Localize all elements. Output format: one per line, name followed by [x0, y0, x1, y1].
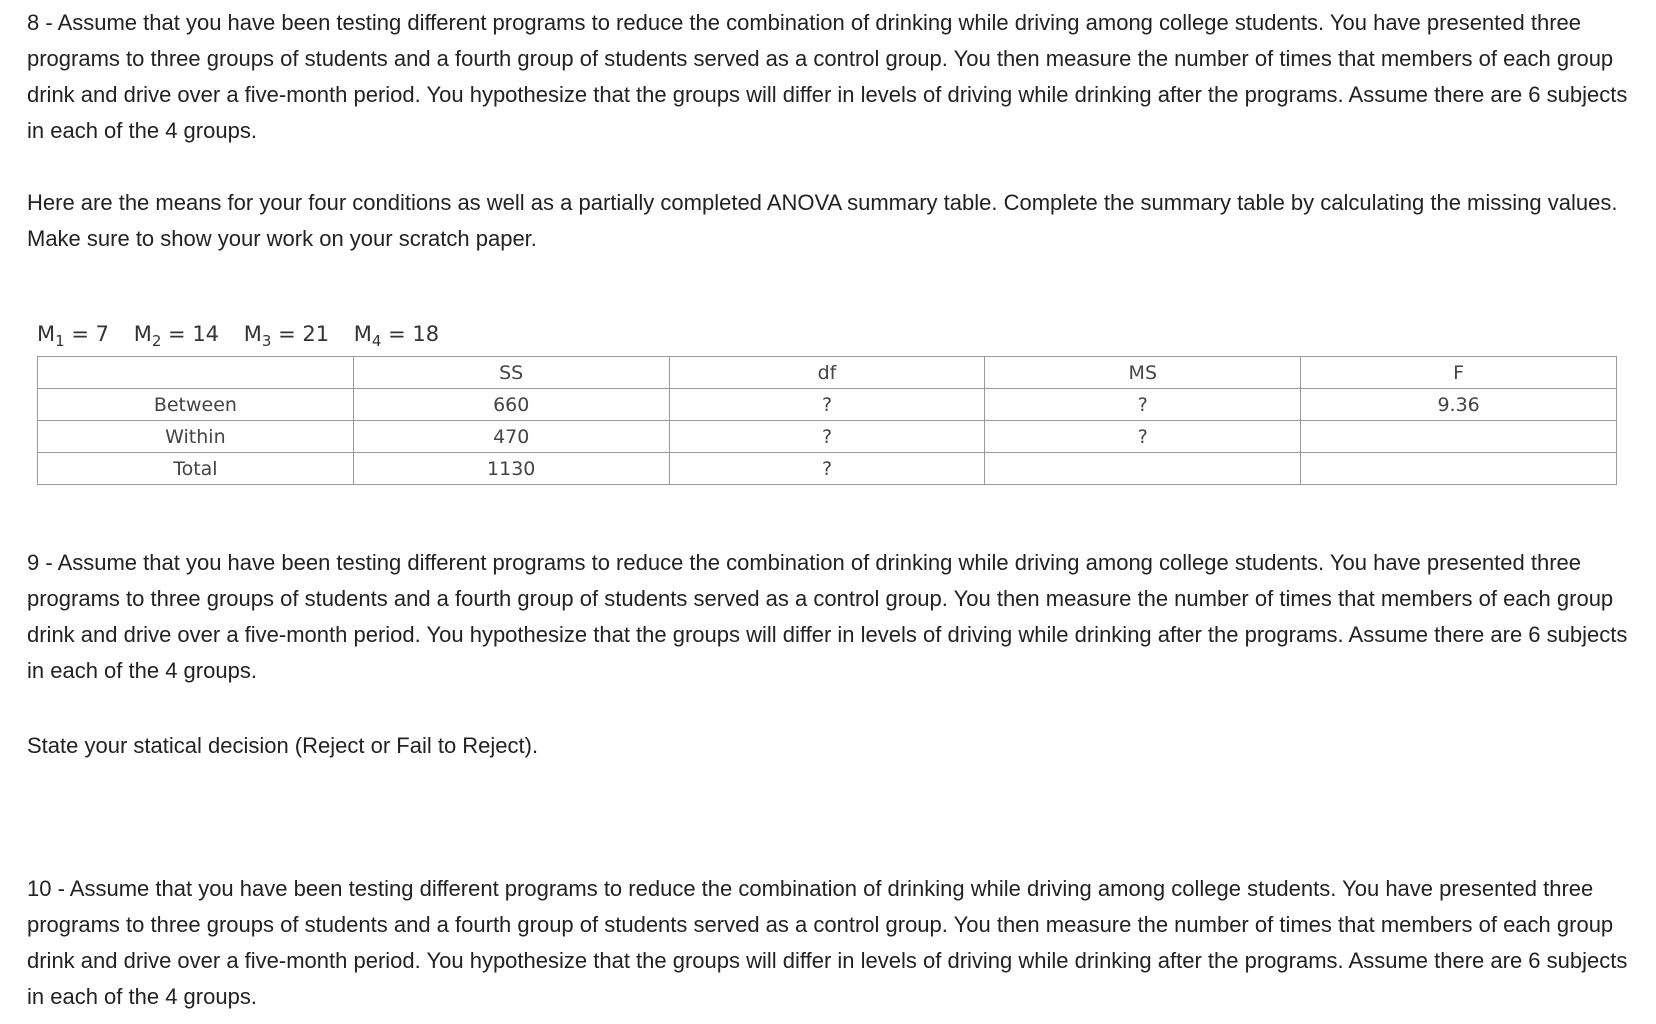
cell-total-ss: 1130	[353, 453, 669, 485]
cell-within-ms: ?	[985, 421, 1301, 453]
header-cell-ss: SS	[353, 357, 669, 389]
question-10-text: 10 - Assume that you have been testing different programs to reduce the combination of drinking while driving among college students. You have presented three programs to three groups of students and a fourth group of students served as a control group. You then measure the number of times that members of each group drink and drive over a five-month period. You hypothesize that the groups will differ in levels of driving while drinking after the programs. Assume there are 6 subjects in each of the 4 groups.	[27, 876, 1628, 1009]
row-label-between: Between	[38, 389, 354, 421]
header-cell-ms: MS	[985, 357, 1301, 389]
mean-1: $M_1 = 7$	[37, 322, 109, 350]
anova-summary-table	[37, 356, 1617, 485]
cell-within-f	[1301, 421, 1617, 453]
cell-total-df: ?	[669, 453, 985, 485]
row-label-within: Within	[38, 421, 354, 453]
cell-between-ss: 660	[353, 389, 669, 421]
header-cell-df: df	[669, 357, 985, 389]
cell-between-df: ?	[669, 389, 985, 421]
row-label-total: Total	[38, 453, 354, 485]
cell-total-f	[1301, 453, 1617, 485]
question-9-prompt: State your statical decision (Reject or Fail to Reject).	[27, 733, 539, 758]
cell-between-f: 9.36	[1301, 389, 1617, 421]
group-means	[37, 322, 457, 350]
table-row-within	[38, 421, 1617, 453]
cell-total-ms	[985, 453, 1301, 485]
header-cell-f: F	[1301, 357, 1617, 389]
mean-3: $M_3 = 21$	[243, 322, 330, 350]
table-header-row	[38, 357, 1617, 389]
cell-between-ms: ?	[985, 389, 1301, 421]
header-cell-empty	[38, 357, 354, 389]
cell-within-ss: 470	[353, 421, 669, 453]
table-row-between	[38, 389, 1617, 421]
mean-2: $M_2 = 14$	[133, 322, 220, 350]
question-8-text: 8 - Assume that you have been testing different programs to reduce the combination of drinking while driving among college students. You have presented three programs to three groups of students and a fourth group of students served as a control group. You then measure the number of times that members of each group drink and drive over a five-month period. You hypothesize that the groups will differ in levels of driving while drinking after the programs. Assume there are 6 subjects in each of the 4 groups.	[27, 10, 1628, 143]
table-row-total	[38, 453, 1617, 485]
question-8-instructions: Here are the means for your four conditions as well as a partially completed ANOVA summary table. Complete the summary table by calculating the missing values. Make sure to show your work on your scratch paper.	[27, 190, 1618, 251]
question-9-text: 9 - Assume that you have been testing different programs to reduce the combination of drinking while driving among college students. You have presented three programs to three groups of students and a fourth group of students served as a control group. You then measure the number of times that members of each group drink and drive over a five-month period. You hypothesize that the groups will differ in levels of driving while drinking after the programs. Assume there are 6 subjects in each of the 4 groups.	[27, 550, 1628, 683]
mean-4: $M_4 = 18$	[353, 322, 440, 350]
cell-within-df: ?	[669, 421, 985, 453]
